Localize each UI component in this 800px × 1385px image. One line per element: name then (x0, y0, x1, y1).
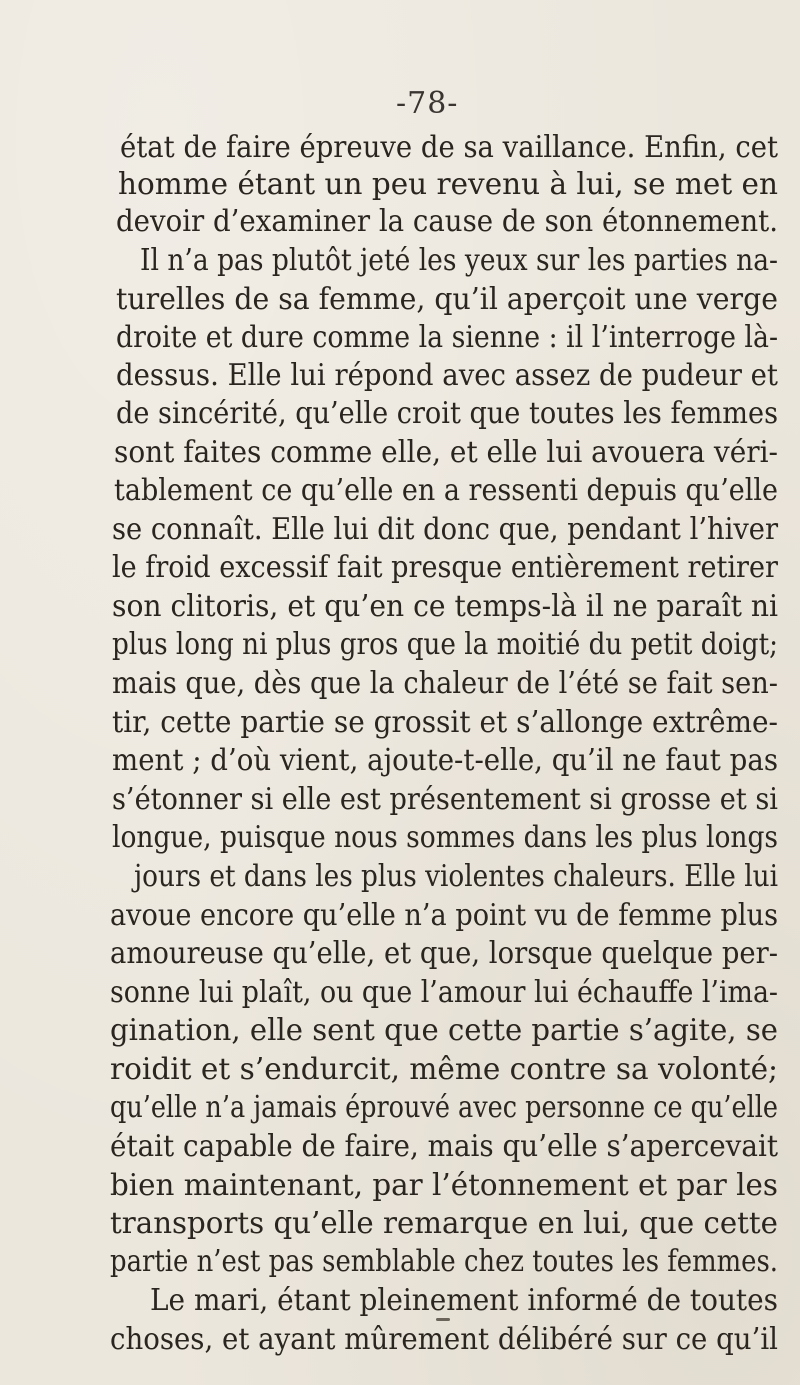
line-text: s’étonner si elle est présentement si grosse et si (112, 782, 778, 817)
line-text: bien maintenant, par l’étonnement et par les (110, 1168, 778, 1203)
line-text: dessus. Elle lui répond avec assez de pudeur et (116, 358, 778, 393)
line-text: plus long ni plus gros que la moitié du petit doigt; (112, 627, 778, 662)
line-text: amoureuse qu’elle, et que, lorsque quelque per- (110, 936, 778, 971)
line-text: avoue encore qu’elle n’a point vu de femme plus (110, 898, 778, 933)
line-text: jours et dans les plus violentes chaleurs. Elle lui (134, 859, 778, 894)
page-number: -78- (396, 86, 459, 121)
line-text: son clitoris, et qu’en ce temps-là il ne paraît ni (112, 589, 778, 624)
line-text: était capable de faire, mais qu’elle s’apercevait (110, 1129, 778, 1164)
line-text: mais que, dès que la chaleur de l’été se fait sen- (112, 666, 778, 701)
line-text: sonne lui plaît, ou que l’amour lui échauffe l’ima- (110, 975, 778, 1010)
line-text: gination, elle sent que cette partie s’agite, se (110, 1013, 778, 1048)
line-text: le froid excessif fait presque entièrement retirer (112, 550, 778, 585)
line-text: de sincérité, qu’elle croit que toutes les femmes (116, 396, 778, 431)
line-text: état de faire épreuve de sa vaillance. Enfin, cet (120, 130, 778, 165)
line-text: Le mari, étant pleinement informé de toutes (150, 1283, 778, 1318)
text-line (0, 1320, 800, 1366)
line-text: transports qu’elle remarque en lui, que cette (110, 1206, 778, 1241)
line-text: devoir d’examiner la cause de son étonnement. (116, 204, 778, 239)
line-text: sont faites comme elle, et elle lui avouera véri- (114, 435, 778, 470)
line-text: homme étant un peu revenu à lui, se met en (118, 167, 778, 202)
line-text: droite et dure comme la sienne : il l’interroge là- (116, 320, 778, 355)
line-text: tablement ce qu’elle en a ressenti depuis qu’elle (114, 473, 778, 508)
line-text: choses, et ayant mûrement délibéré sur ce qu’il (110, 1322, 778, 1357)
line-text: roidit et s’endurcit, même contre sa volonté; (110, 1052, 778, 1087)
line-text: se connaît. Elle lui dit donc que, pendant l’hiver (112, 512, 778, 547)
line-text: ment ; d’où vient, ajoute-t-elle, qu’il ne faut pas (112, 743, 778, 778)
line-text: qu’elle n’a jamais éprouvé avec personne ce qu’elle (110, 1090, 778, 1125)
stain-mark (436, 1318, 450, 1321)
line-text: Il n’a pas plutôt jeté les yeux sur les parties na- (140, 243, 778, 278)
line-text: longue, puisque nous sommes dans les plus longs (112, 820, 778, 855)
line-text: partie n’est pas semblable chez toutes les femmes. (110, 1244, 778, 1279)
line-text: tir, cette partie se grossit et s’allonge extrême- (112, 705, 778, 740)
line-text: turelles de sa femme, qu’il aperçoit une verge (116, 282, 778, 317)
